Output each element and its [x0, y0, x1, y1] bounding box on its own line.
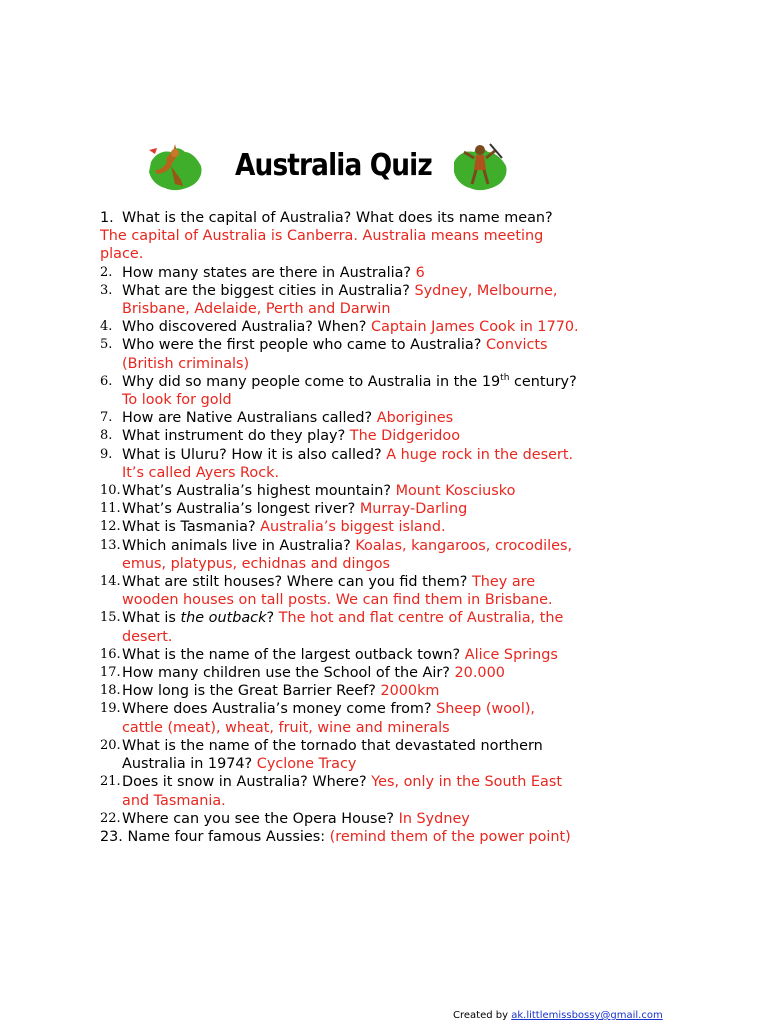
- answer-text: Yes, only in the South East and Tasmania.: [122, 774, 562, 809]
- question-text: What is the outback?: [122, 610, 275, 627]
- ordinal-suffix: th: [500, 373, 510, 384]
- answer-text: Aborigines: [376, 410, 454, 427]
- question-text: Where does Australia’s money come from?: [122, 701, 432, 718]
- question-item: [100, 682, 580, 700]
- question-item: [100, 810, 580, 828]
- question-item: [100, 264, 580, 282]
- question-item: [100, 573, 580, 609]
- question-text: How are Native Australians called?: [122, 410, 373, 427]
- answer-text: 2000km: [380, 683, 440, 700]
- question-number: 18.: [100, 683, 121, 699]
- aboriginal-figure-australia-map-icon: [450, 140, 512, 196]
- question-number: 13.: [100, 537, 121, 553]
- question-text: How long is the Great Barrier Reef?: [122, 683, 376, 700]
- answer-text: 20.000: [454, 665, 505, 682]
- question-number: 19.: [100, 701, 121, 717]
- question-text: What is the name of the largest outback town?: [122, 646, 461, 663]
- answer-text: (remind them of the power point): [329, 828, 571, 845]
- emphasis-text: the outback: [180, 610, 267, 627]
- question-number: 17.: [100, 665, 121, 681]
- question-item: [100, 446, 580, 482]
- answer-text: The Didgeridoo: [349, 428, 460, 445]
- question-number: 9.: [100, 446, 113, 462]
- question-item: [100, 373, 580, 409]
- question-item: [100, 518, 580, 536]
- answer-text: In Sydney: [398, 810, 470, 827]
- question-item: [100, 318, 580, 336]
- question-text: Why did so many people come to Australia in the 19th century?: [122, 373, 577, 390]
- question-item: [100, 609, 580, 645]
- question-text: What is the capital of Australia? What does its name mean?: [122, 210, 553, 226]
- question-item: [100, 646, 580, 664]
- question-number: 12.: [100, 519, 121, 535]
- question-number: 1.: [100, 210, 114, 226]
- question-item: [100, 427, 580, 445]
- question-item: [100, 282, 580, 318]
- question-item: [100, 737, 580, 773]
- question-number: 8.: [100, 428, 113, 444]
- kangaroo-australia-map-icon: [145, 140, 207, 196]
- answer-text: Sheep (wool), cattle (meat), wheat, fruit, wine and minerals: [122, 701, 536, 736]
- question-item: [100, 773, 580, 809]
- question-text: What’s Australia’s longest river?: [122, 501, 356, 518]
- question-number: 10.: [100, 483, 121, 499]
- footer-label: Created by: [453, 1010, 509, 1021]
- author-email-link[interactable]: ak.littlemissbossy@gmail.com: [511, 1010, 663, 1021]
- answer-text: Cyclone Tracy: [256, 756, 357, 773]
- answer-text: The capital of Australia is Canberra. Australia means meeting place.: [100, 228, 544, 263]
- question-item: [100, 409, 580, 427]
- question-number: 4.: [100, 319, 113, 335]
- question-number: 6.: [100, 373, 113, 389]
- question-number: 16.: [100, 646, 121, 662]
- question-number: 21.: [100, 774, 121, 790]
- question-item: [100, 336, 580, 372]
- question-text: Who discovered Australia? When?: [122, 319, 367, 336]
- question-item: [100, 828, 580, 846]
- question-text: What is Tasmania?: [122, 519, 256, 536]
- question-text: How many states are there in Australia?: [122, 264, 412, 281]
- answer-text: Captain James Cook in 1770.: [371, 319, 579, 336]
- question-text: What instrument do they play?: [122, 428, 346, 445]
- answer-text: Australia’s biggest island.: [260, 519, 446, 536]
- answer-text: Mount Kosciusko: [395, 483, 516, 500]
- question-item: [100, 664, 580, 682]
- question-number: 5.: [100, 337, 113, 353]
- question-number: 22.: [100, 810, 121, 826]
- question-item: [100, 209, 580, 227]
- question-number: 23.: [100, 828, 128, 845]
- answer-text: Convicts (British criminals): [122, 337, 548, 372]
- question-number: 14.: [100, 574, 121, 590]
- question-item: [100, 537, 580, 573]
- answer-text: Sydney, Melbourne, Brisbane, Adelaide, Perth and Darwin: [122, 282, 558, 318]
- answer-text: 6: [415, 264, 425, 281]
- answer-text: The hot and flat centre of Australia, the desert.: [122, 610, 564, 645]
- answer-text: A huge rock in the desert. It’s called Ayers Rock.: [122, 446, 574, 481]
- question-text: What is the name of the tornado that devastated northern Australia in 1974?: [122, 737, 543, 773]
- page-title: Australia Quiz: [235, 148, 432, 183]
- question-number: 2.: [100, 264, 113, 280]
- question-text: Does it snow in Australia? Where?: [122, 774, 367, 791]
- question-text: How many children use the School of the Air?: [122, 665, 450, 682]
- question-text: What is Uluru? How it is also called?: [122, 446, 382, 463]
- question-text: Where can you see the Opera House?: [122, 810, 395, 827]
- quiz-list: [100, 209, 580, 846]
- question-text: What are the biggest cities in Australia?: [122, 282, 410, 299]
- question-number: 3.: [100, 282, 113, 298]
- question-number: 20.: [100, 737, 121, 753]
- question-text: Who were the first people who came to Australia?: [122, 337, 482, 354]
- answer-text: They are wooden houses on tall posts. We can find them in Brisbane.: [122, 574, 553, 609]
- question-number: 11.: [100, 501, 121, 517]
- question-text: What’s Australia’s highest mountain?: [122, 483, 391, 500]
- question-text: Name four famous Aussies:: [127, 828, 326, 845]
- question-number: 7.: [100, 410, 113, 426]
- question-item: [100, 700, 580, 736]
- question-item: [100, 500, 580, 518]
- question-item: [100, 482, 580, 500]
- question-text: Which animals live in Australia?: [122, 537, 351, 554]
- question-number: 15.: [100, 610, 121, 626]
- footer: [453, 1010, 663, 1021]
- answer-text: Koalas, kangaroos, crocodiles, emus, platypus, echidnas and dingos: [122, 537, 573, 572]
- answer-text: To look for gold: [122, 392, 232, 409]
- question-text: What are stilt houses? Where can you fid them?: [122, 574, 468, 591]
- answer-text: Alice Springs: [464, 646, 558, 663]
- title-row: [140, 140, 540, 200]
- answer-text: Murray-Darling: [359, 501, 468, 518]
